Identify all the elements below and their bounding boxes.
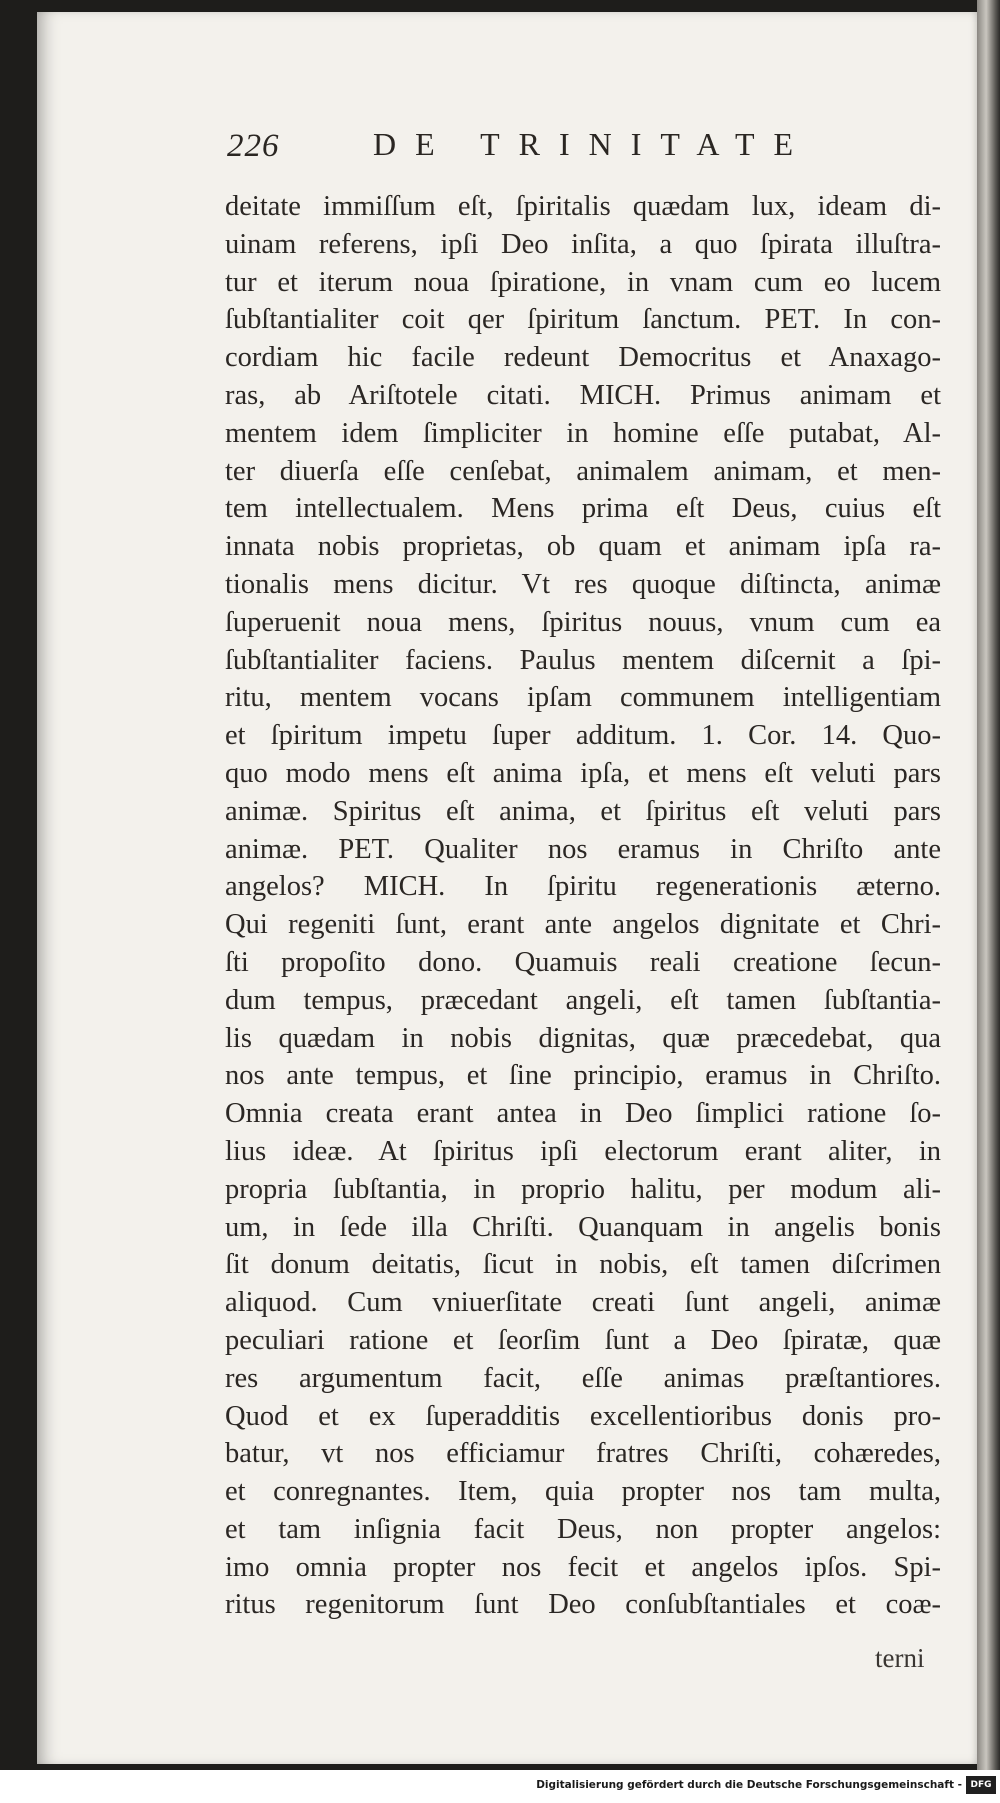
text-line: Qui regeniti ſunt, erant ante angelos dignitate et Chri- [225,909,941,941]
text-line: peculiari ratione et ſeorſim ſunt a Deo ſpiratæ, quæ [225,1324,941,1356]
text-line: et ſpiritum impetu ſuper additum. 1. Cor. 14. Quo- [225,720,941,752]
text-line: uinam referens, ipſi Deo inſita, a quo ſpirata illuſtra- [225,228,941,260]
text-line: tionalis mens dicitur. Vt res quoque diſtincta, animæ [225,568,941,600]
text-line: Quod et ex ſuperadditis excellentioribus donis pro- [225,1400,941,1432]
text-line: nos ante tempus, et ſine principio, eramus in Chriſto. [225,1060,941,1092]
text-line: um, in ſede illa Chriſti. Quanquam in angelis bonis [225,1211,941,1243]
text-line: Omnia creata erant antea in Deo ſimplici ratione ſo- [225,1098,941,1130]
text-line: res argumentum facit, eſſe animas præſtantiores. [225,1362,941,1394]
body-text [225,188,945,1624]
text-line: ſuperuenit noua mens, ſpiritus nouus, vnum cum ea [225,606,941,638]
text-line: innata nobis proprietas, ob quam et animam ipſa ra- [225,531,941,563]
text-line: mentem idem ſimpliciter in homine eſſe putabat, Al- [225,417,941,449]
text-line: cordiam hic facile redeunt Democritus et Anaxago- [225,342,941,374]
page-number: 226 [227,128,280,164]
text-line: ſti propoſito dono. Quamuis reali creatione ſecun- [225,946,941,978]
text-line: lis quædam in nobis dignitas, quæ præcedebat, qua [225,1022,941,1054]
digitization-footer [0,1770,1000,1803]
text-line: imo omnia propter nos fecit et angelos ipſos. Spi- [225,1551,941,1583]
text-line: dum tempus, præcedant angeli, eſt tamen ſubſtantia- [225,984,941,1016]
catchword: terni [875,1643,925,1673]
text-line: ſubſtantialiter faciens. Paulus mentem diſcernit a ſpi- [225,644,941,676]
page-edge [977,0,1000,1770]
dfg-logo: DFG [966,1776,996,1794]
funding-credit: Digitalisierung gefördert durch die Deutsche Forschungsgemeinschaft - [536,1779,962,1791]
running-title: DE TRINITATE [373,126,813,162]
text-line: animæ. Spiritus eſt anima, et ſpiritus eſt veluti pars [225,795,941,827]
text-line: ras, ab Ariſtotele citati. MICH. Primus animam et [225,379,941,411]
text-line: ſubſtantialiter coit qer ſpiritum ſanctum. PET. In con- [225,304,941,336]
text-line: batur, vt nos efficiamur fratres Chriſti, cohæredes, [225,1438,941,1470]
text-line: lius ideæ. At ſpiritus ipſi electorum erant aliter, in [225,1135,941,1167]
text-line: propria ſubſtantia, in proprio halitu, per modum ali- [225,1173,941,1205]
text-line: ritu, mentem vocans ipſam communem intelligentiam [225,682,941,714]
text-line: et tam inſignia facit Deus, non propter angelos: [225,1513,941,1545]
text-line: ter diuerſa eſſe cenſebat, animalem animam, et men- [225,455,941,487]
text-line: angelos? MICH. In ſpiritu regenerationis æterno. [225,871,941,903]
text-line: aliquod. Cum vniuerſitate creati ſunt angeli, animæ [225,1287,941,1319]
text-line: ritus regenitorum ſunt Deo conſubſtantiales et coæ- [225,1589,941,1621]
text-line: ſit donum deitatis, ſicut in nobis, eſt tamen diſcrimen [225,1249,941,1281]
text-line: tur et iterum noua ſpiratione, in vnam cum eo lucem [225,266,941,298]
text-line: quo modo mens eſt anima ipſa, et mens eſt veluti pars [225,757,941,789]
page-header [223,120,813,170]
text-line: et conregnantes. Item, quia propter nos tam multa, [225,1476,941,1508]
text-line: animæ. PET. Qualiter nos eramus in Chriſto ante [225,833,941,865]
text-line: deitate immiſſum eſt, ſpiritalis quædam lux, ideam di- [225,191,941,222]
text-line: tem intellectualem. Mens prima eſt Deus, cuius eſt [225,493,941,525]
